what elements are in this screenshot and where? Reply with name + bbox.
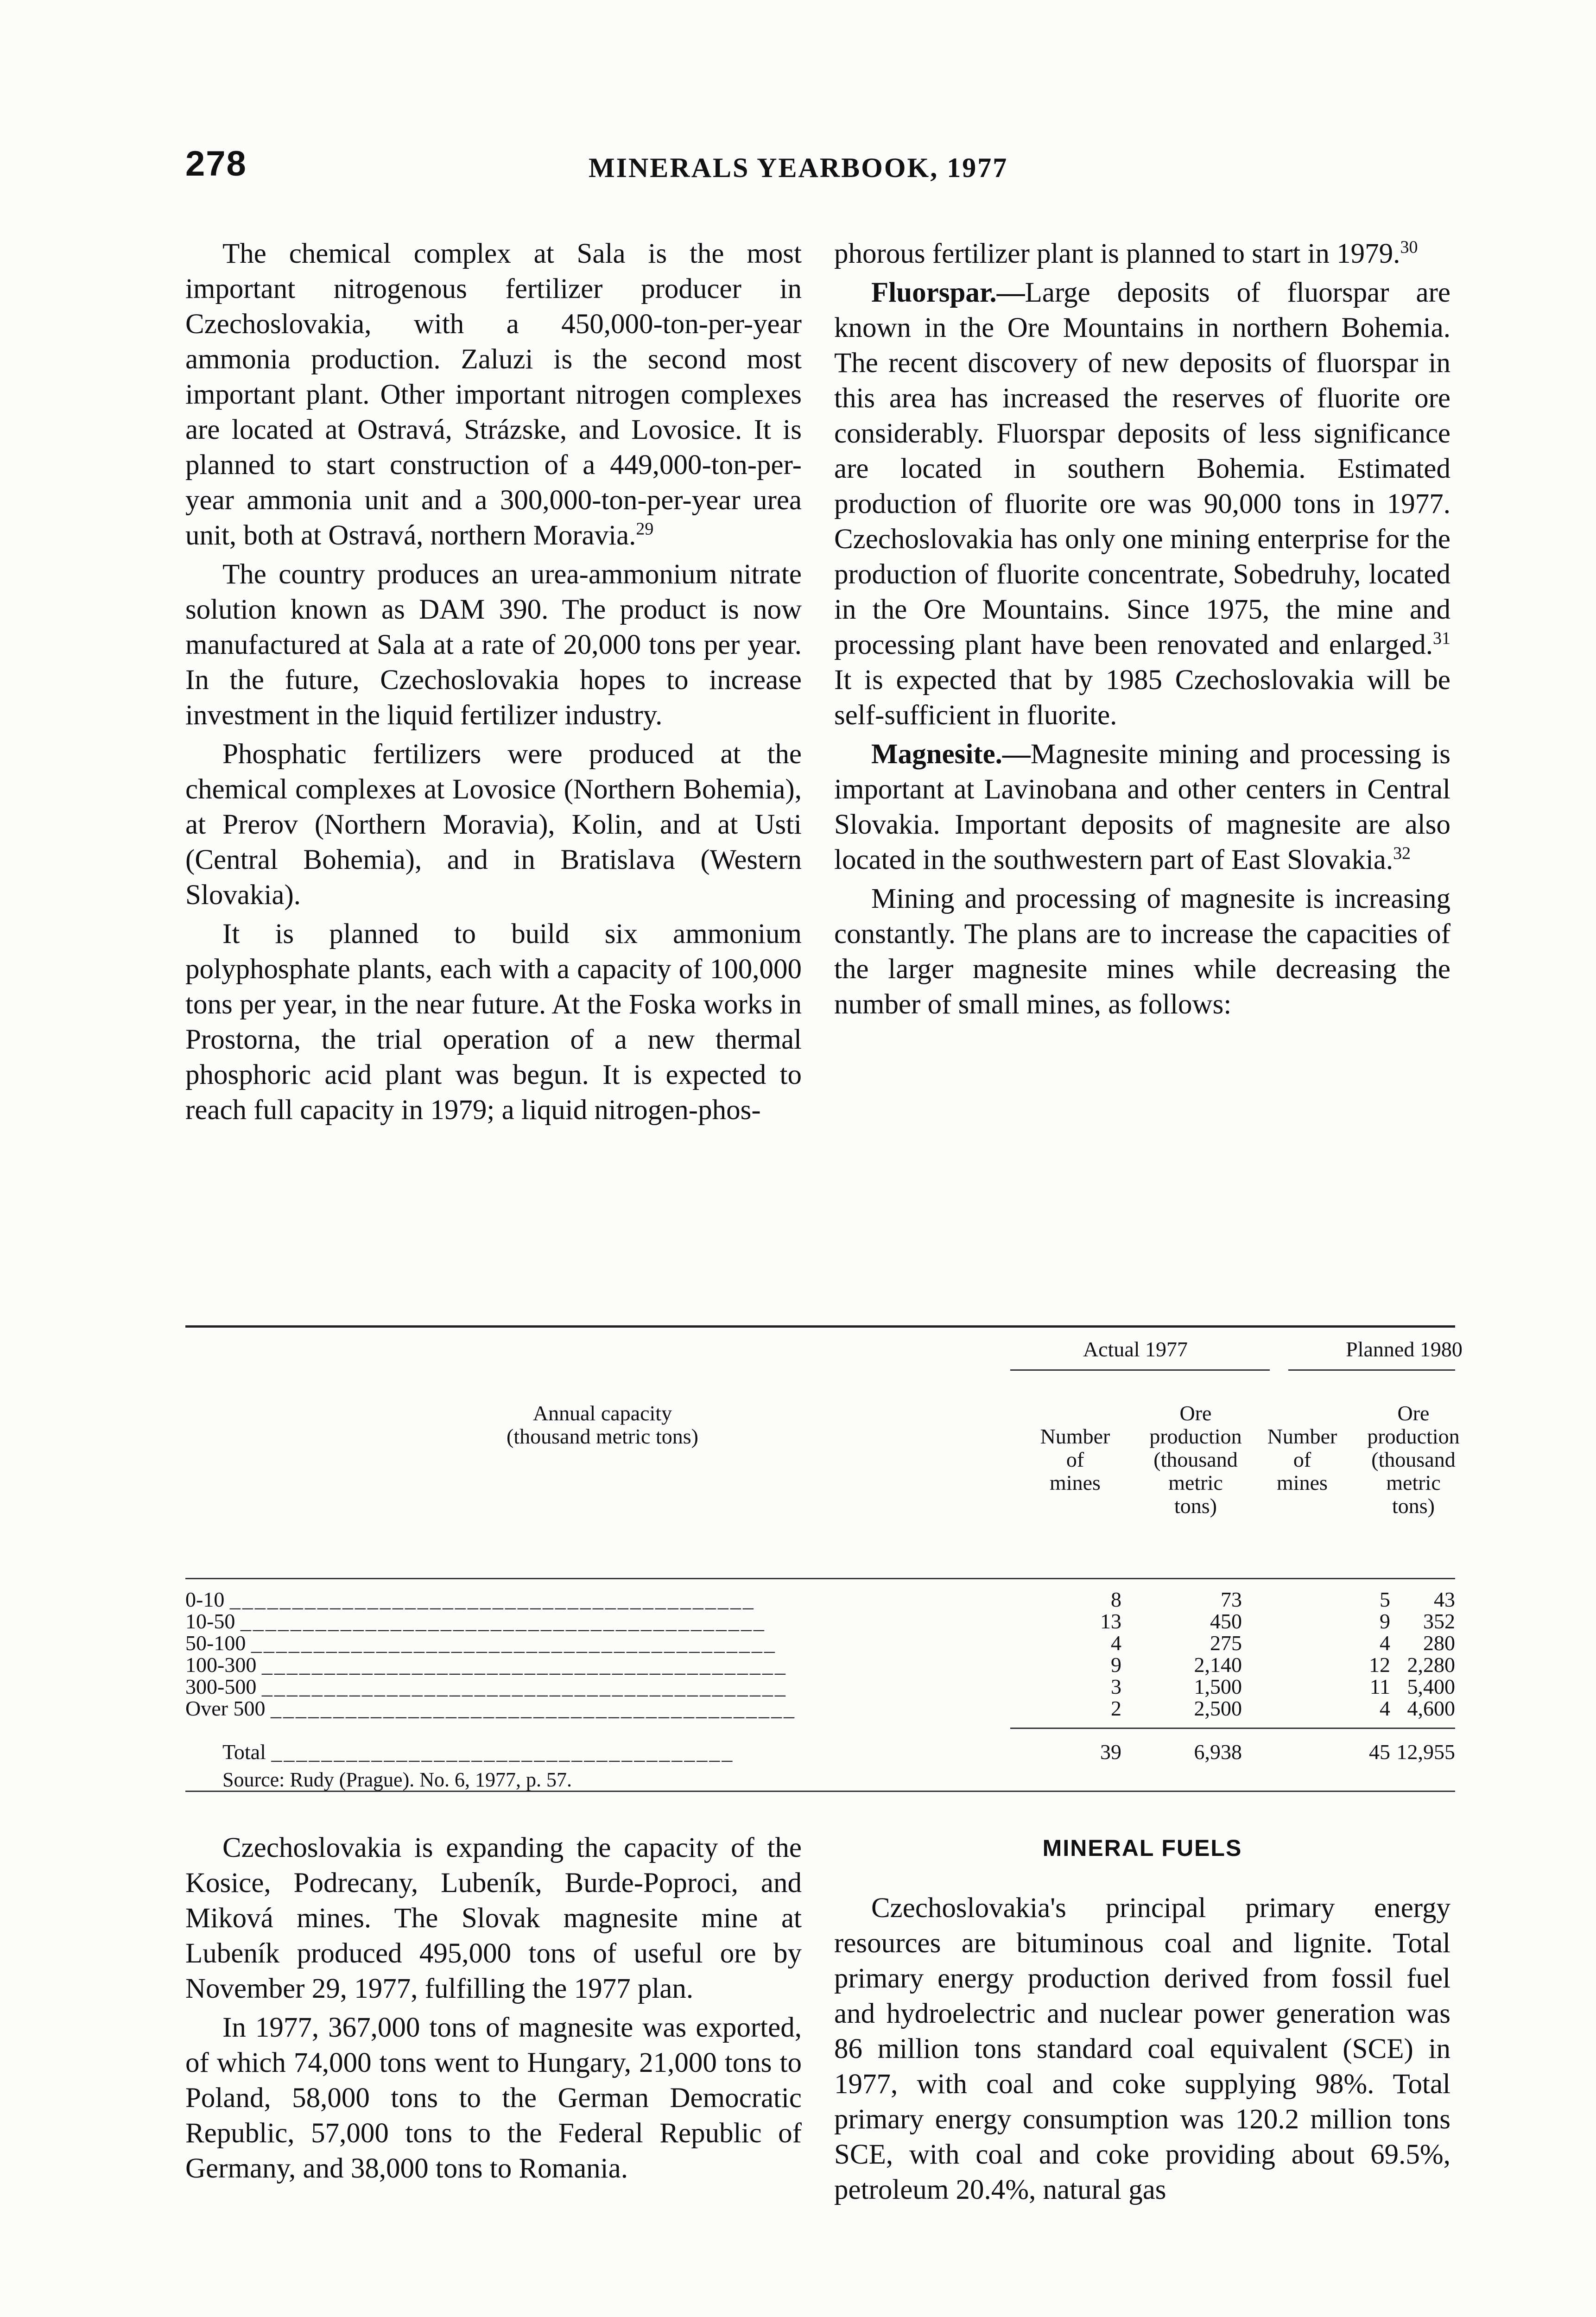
- table-row: 300-500 __________________________________________ 3 1,500 11 5,400: [185, 1675, 1455, 1698]
- table-header: [185, 1328, 1463, 1578]
- page-number: 278: [185, 144, 247, 184]
- paragraph: Czechoslovakia is expanding the capacity of the Kosice, Podrecany, Lubeník, Burde-Poproci, and Miková mines. The Slovak magnesite mine at Lubeník produced 495,000 tons of useful ore by November 29, 1977, fulfilling the 1977 plan.: [185, 1832, 802, 2004]
- table-source-note: Source: Rudy (Prague). No. 6, 1977, p. 57.: [222, 1768, 572, 1791]
- paragraph: Magnesite.—Magnesite mining and processing is important at Lavinobana and other centers in Central Slovakia. Important deposits of magnesite are also located in the southwestern part of East Slovakia.$^{32}$: [834, 739, 1450, 875]
- table-row: Over 500 __________________________________________ 2 2,500 4 4,600: [185, 1697, 1455, 1720]
- table-row: 10-50 __________________________________________ 13 450 9 352: [185, 1609, 1455, 1633]
- paragraph: Phosphatic fertilizers were produced at the chemical complexes at Lovosice (Northern Bohemia), at Prerov (Northern Moravia), Kolin, and at Usti (Central Bohemia), and in Bratislava (Western Slovakia).: [185, 739, 802, 911]
- left-column-bottom: [185, 1830, 802, 2186]
- table-row: 100-300 __________________________________________ 9 2,140 12 2,280: [185, 1653, 1455, 1677]
- paragraph: Mining and processing of magnesite is increasing constantly. The plans are to increase the capacities of the larger magnesite mines while decreasing the number of small mines, as follows:: [834, 883, 1450, 1020]
- run-in-heading: Fluorspar.—: [871, 277, 1025, 308]
- paragraph: The country produces an urea-ammonium nitrate solution known as DAM 390. The product is now manufactured at Sala at a rate of 20,000 tons per year. In the future, Czechoslovakia hopes to increase investment in the liquid fertilizer industry.: [185, 559, 802, 731]
- footnote-ref: 31: [1433, 628, 1450, 648]
- paragraph: The chemical complex at Sala is the most important nitrogenous fertilizer producer in Czechoslovakia, with a 450,000-ton-per-year ammonia production. Zaluzi is the second most important plant. Other important nitrogen complexes are located at Ostravá, Strázske, and Lovosice. It is planned to start construction of a 449,000-ton-per-year ammonia unit and a 300,000-ton-per-year urea unit, both at Ostravá, northern Moravia.$^{29}$: [185, 238, 802, 551]
- right-column-top: [834, 236, 1450, 1022]
- magnesite-table: [185, 1325, 1463, 1792]
- running-head: MINERALS YEARBOOK, 1977: [589, 152, 1008, 183]
- col-header-ore-1980: Ore production (thousand metric tons): [1367, 1401, 1460, 1518]
- paragraph: phorous fertilizer plant is planned to start in 1979.30: [834, 237, 1418, 269]
- paragraph: It is planned to build six ammonium polyphosphate plants, each with a capacity of 100,000 tons per year, in the near future. At the Foska works in Prostorna, the trial operation of a new thermal phosphoric acid plant was begun. It is expected to reach full capacity in 1979; a liquid nitrogen-phos-: [185, 918, 802, 1126]
- run-in-heading: Magnesite.—: [871, 739, 1031, 770]
- col-header-ore-1977: Ore production (thousand metric tons): [1149, 1401, 1242, 1518]
- group-header-actual: Actual 1977: [1083, 1337, 1188, 1361]
- col-header-mines-1980: Number of mines: [1267, 1424, 1337, 1494]
- footnote-ref: 30: [1400, 237, 1418, 257]
- group-rule: [1288, 1369, 1455, 1371]
- table-row: 0-10 __________________________________________ 8 73 5 43: [185, 1588, 1455, 1611]
- paragraph: In 1977, 367,000 tons of magnesite was exported, of which 74,000 tons went to Hungary, 21,000 tons to Poland, 58,000 tons to the German Democratic Republic, 57,000 tons to the Federal Republic of Germany, and 38,000 tons to Romania.: [185, 2012, 802, 2184]
- left-column-top: [185, 236, 802, 1128]
- paragraph: Fluorspar.—Large deposits of fluorspar are known in the Ore Mountains in northern Bohemia. The recent discovery of new deposits of fluorspar in this area has increased the reserves of fluorite ore considerably. Fluorspar deposits of less significance are located in southern Bohemia. Estimated production of fluorite ore was 90,000 tons in 1977. Czechoslovakia has only one mining enterprise for the production of fluorite concentrate, Sobedruhy, located in the Ore Mountains. Since 1975, the mine and processing plant have been renovated and enlarged.$^{31}$ It is expected that by 1985 Czechoslovakia will be self-sufficient in fluorite.: [834, 277, 1450, 731]
- group-rule: [1010, 1369, 1270, 1371]
- total-rule: [1010, 1728, 1455, 1729]
- paragraph: Czechoslovakia's principal primary energy resources are bituminous coal and lignite. Total primary energy production derived from fossil fuel and hydroelectric and nuclear power generation was 86 million tons standard coal equivalent (SCE) in 1977, with coal and coke supplying 98%. Total primary energy consumption was 120.2 million tons SCE, with coal and coke providing about 69.5%, petroleum 20.4%, natural gas: [834, 1893, 1450, 2205]
- right-column-bottom: [834, 1830, 1450, 2208]
- section-heading: MINERAL FUELS: [1042, 1835, 1242, 1861]
- group-header-planned: Planned 1980: [1346, 1337, 1463, 1361]
- col-header-mines-1977: Number of mines: [1040, 1424, 1110, 1494]
- footnote-ref: 29: [636, 519, 654, 539]
- table-total-row: Total _____________________________________ 39 6,938 45 12,955: [222, 1740, 1455, 1764]
- footnote-ref: 32: [1393, 843, 1411, 863]
- table-body: [185, 1579, 1455, 1792]
- table-row: 50-100 __________________________________________ 4 275 4 280: [185, 1631, 1455, 1655]
- stub-header: Annual capacity (thousand metric tons): [507, 1401, 698, 1448]
